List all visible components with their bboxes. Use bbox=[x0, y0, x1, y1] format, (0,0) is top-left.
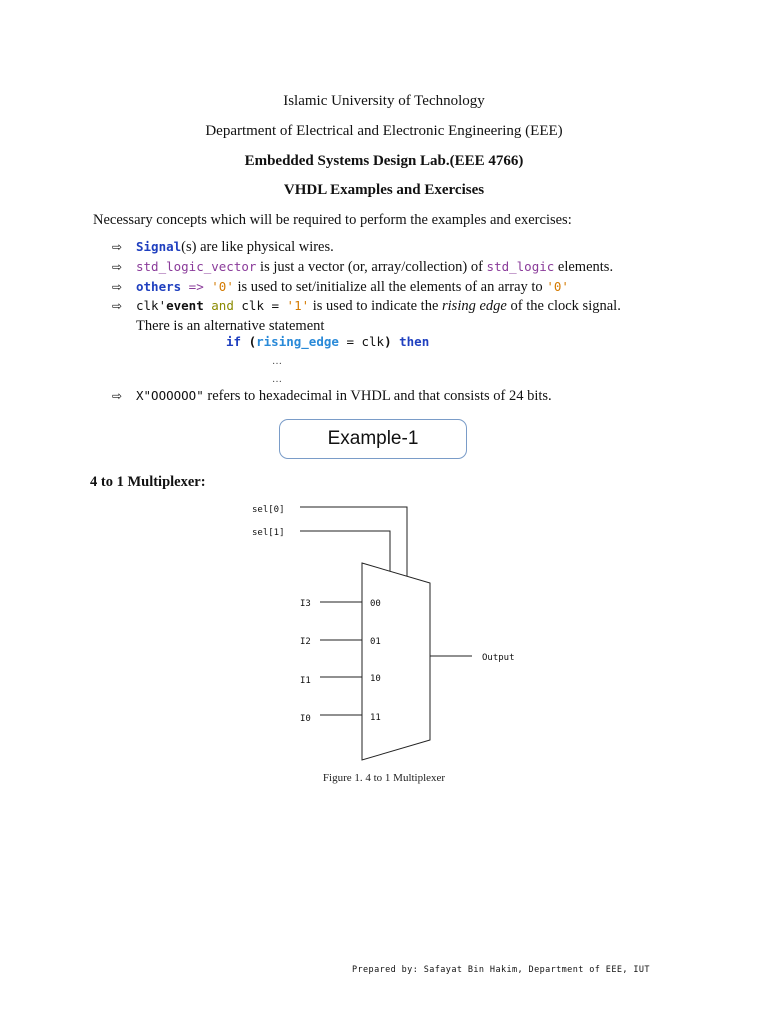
bullet-text: elements. bbox=[554, 259, 614, 275]
bullet-text: (s) are like physical wires. bbox=[181, 239, 334, 255]
keyword-event: event bbox=[166, 298, 204, 313]
institution-name: Islamic University of Technology bbox=[283, 93, 485, 109]
operator-arrow: => bbox=[181, 279, 212, 294]
sel1-wire bbox=[300, 531, 390, 571]
bullet-text: refers to hexadecimal in VHDL and that consists of 24 bits. bbox=[203, 388, 552, 404]
sel0-label: sel[0] bbox=[252, 505, 285, 515]
code-paren: ) bbox=[384, 334, 392, 349]
keyword-then: then bbox=[391, 334, 430, 349]
select-code-10: 10 bbox=[370, 674, 381, 684]
input-label-i1: I1 bbox=[300, 676, 311, 686]
literal-zero: '0' bbox=[546, 279, 569, 294]
bullet-text: is used to set/initialize all the elements of an array to bbox=[233, 279, 547, 295]
code-clk: clk' bbox=[136, 298, 167, 313]
bullet-text: of the clock signal. bbox=[506, 298, 621, 314]
function-rising-edge: rising_edge bbox=[256, 334, 339, 349]
footer-credit: Prepared by: Safayat Bin Hakim, Department of EEE, IUT bbox=[352, 965, 650, 975]
arrow-icon: ⇨ bbox=[112, 260, 123, 274]
intro-text: Necessary concepts which will be required to perform the examples and exercises: bbox=[93, 212, 572, 228]
lab-title: Embedded Systems Design Lab.(EEE 4766) bbox=[244, 153, 524, 169]
keyword-and: and bbox=[203, 298, 242, 313]
select-code-00: 00 bbox=[370, 599, 381, 609]
code-clk-eq: clk = bbox=[241, 298, 287, 313]
input-label-i0: I0 bbox=[300, 714, 311, 724]
bullet-text: is just a vector (or, array/collection) of bbox=[256, 259, 487, 275]
keyword-signal: Signal bbox=[136, 239, 182, 254]
emphasis-rising-edge: rising edge bbox=[442, 298, 507, 314]
keyword-others: others bbox=[136, 279, 182, 294]
arrow-icon: ⇨ bbox=[112, 240, 123, 254]
literal-zero: '0' bbox=[211, 279, 234, 294]
input-label-i2: I2 bbox=[300, 637, 311, 647]
output-label: Output bbox=[482, 653, 515, 663]
select-code-11: 11 bbox=[370, 713, 381, 723]
figure-caption: Figure 1. 4 to 1 Multiplexer bbox=[322, 772, 446, 784]
keyword-std-logic-vector: std_logic_vector bbox=[136, 259, 257, 274]
input-label-i3: I3 bbox=[300, 599, 311, 609]
sel0-wire bbox=[300, 507, 407, 576]
code-hex-literal: X"OOOOOO" bbox=[136, 388, 204, 403]
section-heading: 4 to 1 Multiplexer: bbox=[90, 474, 206, 490]
bullet-continuation: There is an alternative statement bbox=[136, 318, 325, 334]
sel1-label: sel[1] bbox=[252, 528, 285, 538]
example-label-box: Example-1 bbox=[279, 419, 467, 459]
select-code-01: 01 bbox=[370, 637, 381, 647]
mux-body bbox=[362, 563, 430, 760]
ellipsis: … bbox=[272, 374, 282, 385]
code-eq-clk: = clk bbox=[338, 334, 385, 349]
ellipsis: … bbox=[272, 356, 282, 367]
keyword-std-logic: std_logic bbox=[486, 259, 555, 274]
keyword-if: if bbox=[226, 334, 242, 349]
arrow-icon: ⇨ bbox=[112, 280, 123, 294]
bullet-text: is used to indicate the bbox=[309, 298, 443, 314]
department-name: Department of Electrical and Electronic Engineering (EEE) bbox=[205, 123, 563, 139]
arrow-icon: ⇨ bbox=[112, 299, 123, 313]
literal-one: '1' bbox=[286, 298, 310, 313]
arrow-icon: ⇨ bbox=[112, 389, 123, 403]
code-paren: ( bbox=[241, 334, 257, 349]
page-subtitle: VHDL Examples and Exercises bbox=[283, 182, 485, 198]
